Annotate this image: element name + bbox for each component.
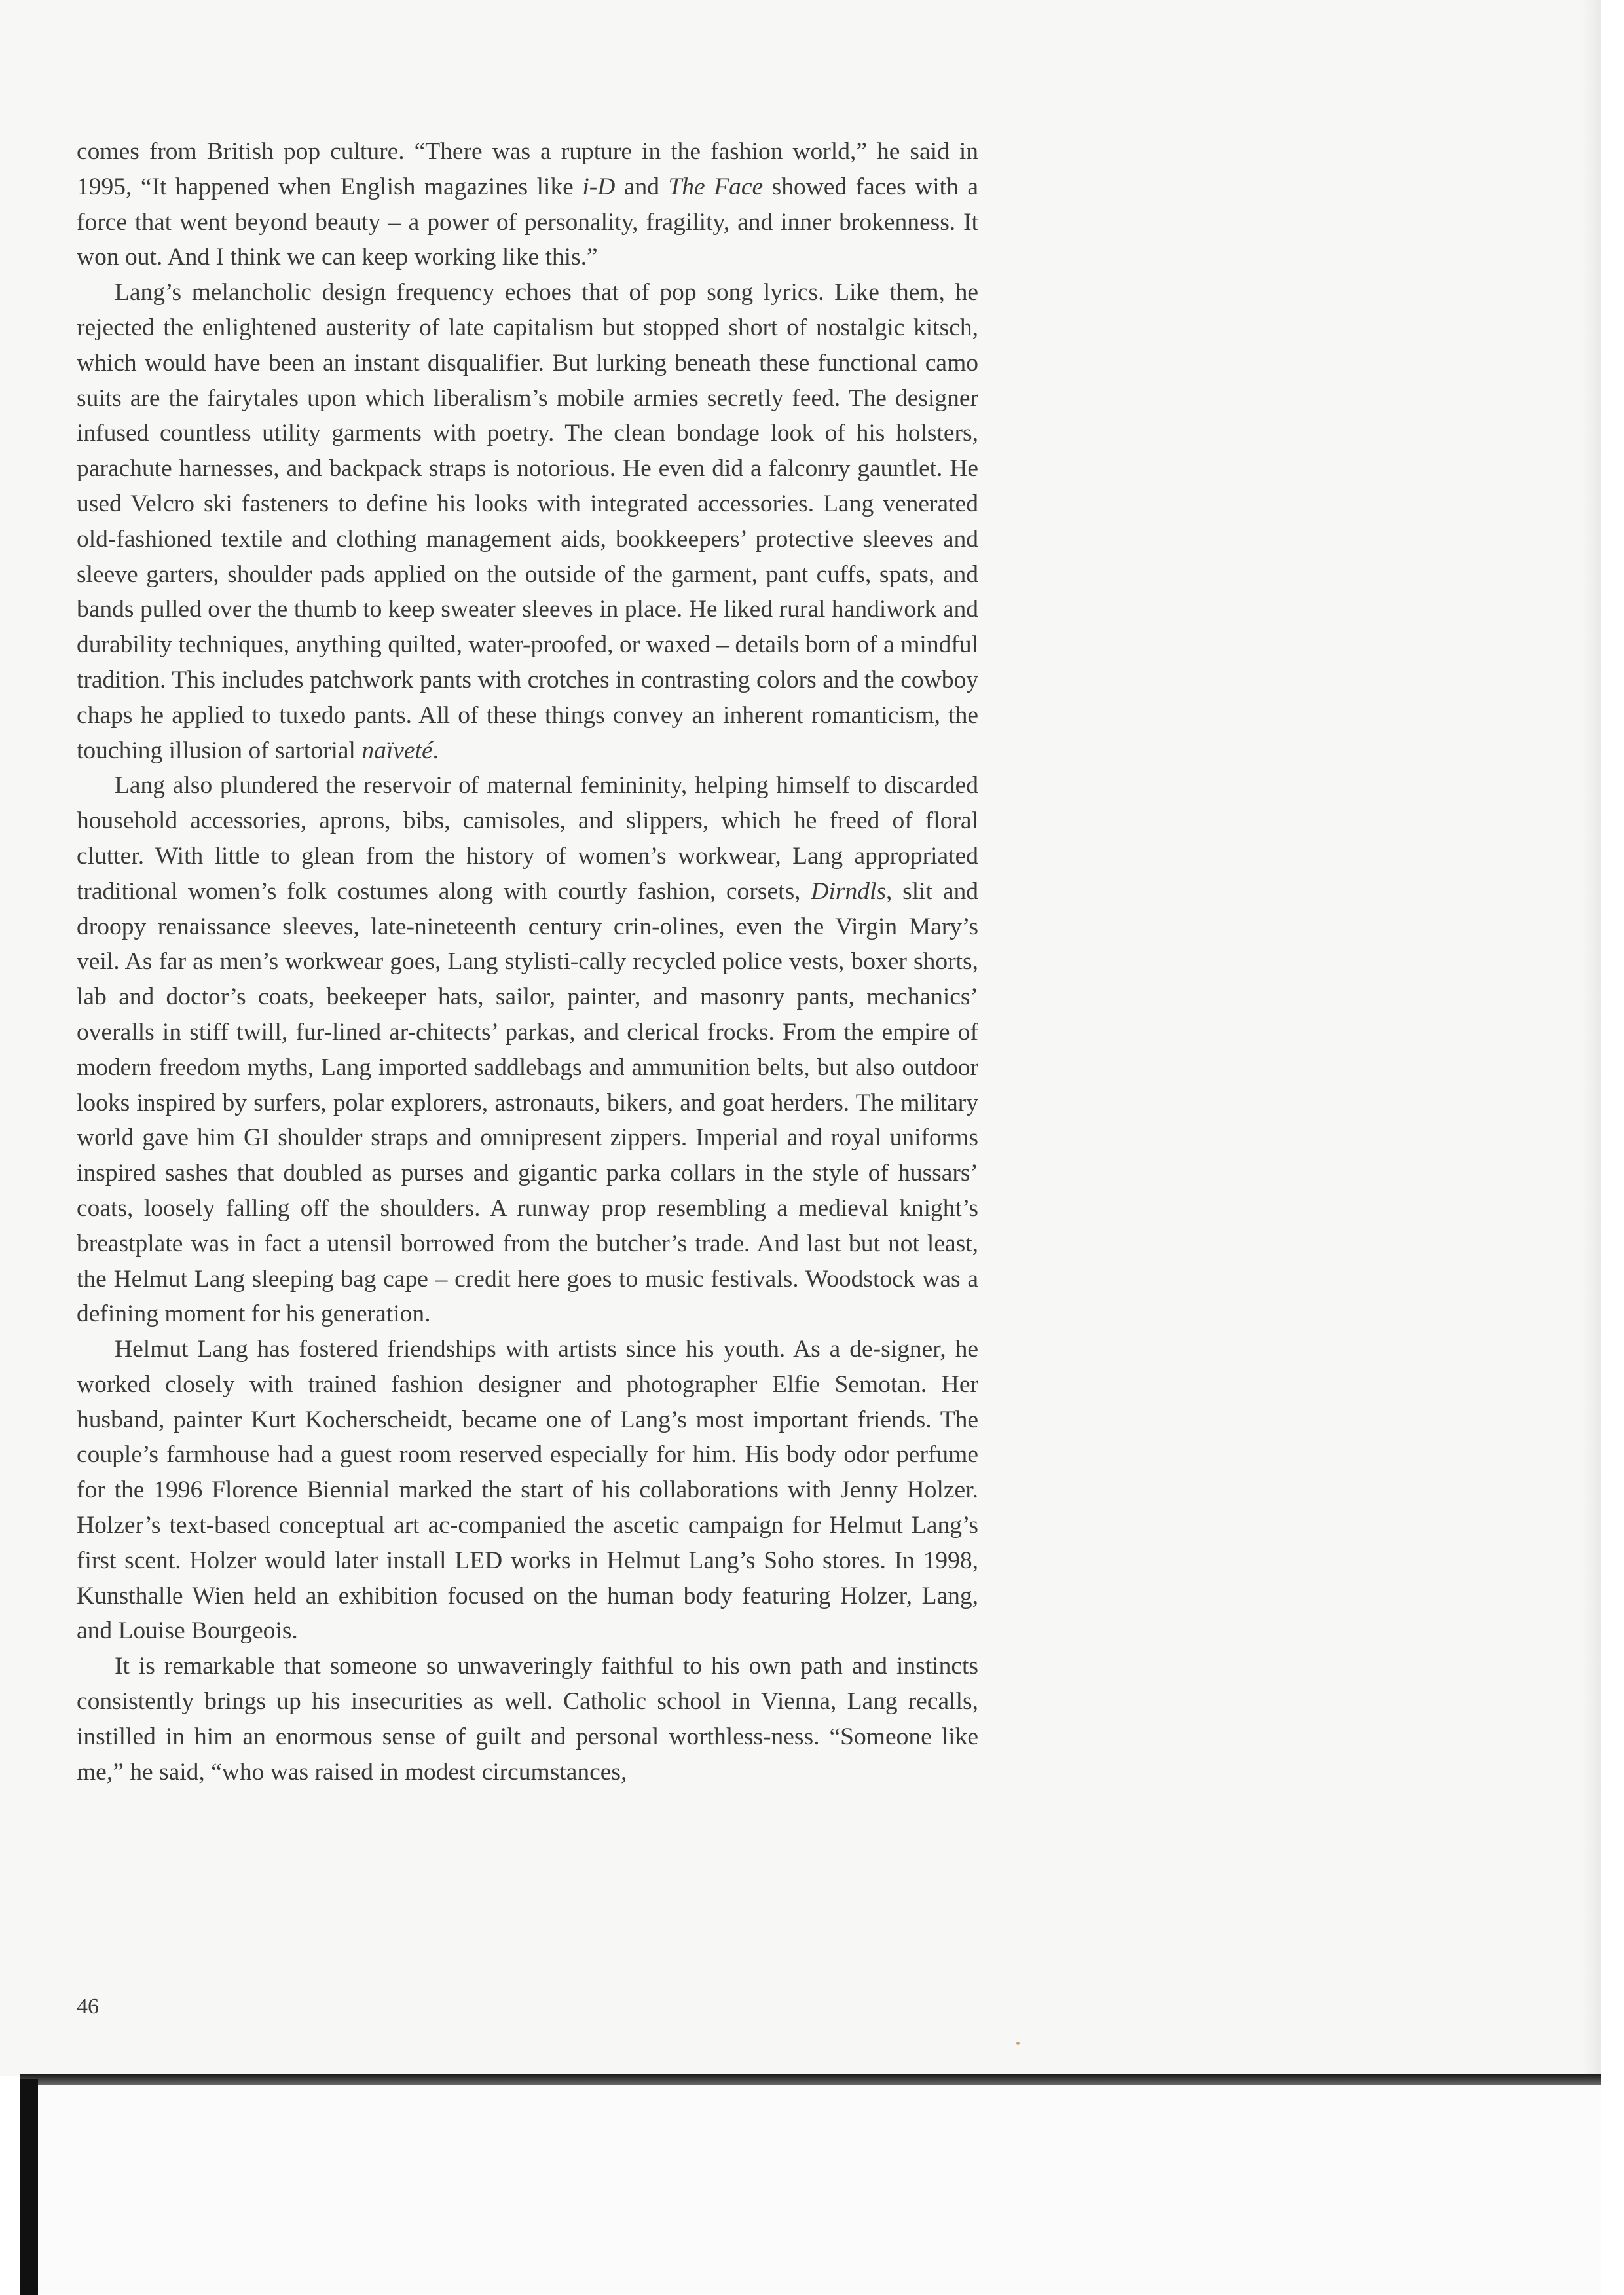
paragraph-2-segment-3: .	[432, 737, 439, 764]
body-text	[77, 134, 978, 1790]
paragraph-2-segment-1: Lang’s melancholic design frequency echoes that of pop song lyrics. Like them, he rejected the enlightened austerity of late capitalism but stopped short of nostalgic kitsch, which would have been an instant disqualifier. But lurking beneath these functional camo suits are the fairytales upon which liberalism’s mobile armies secretly feed. The designer infused countless utility garments with poetry. The clean bondage look of his holsters, parachute harnesses, and backpack straps is notorious. He even did a falconry gauntlet. He used Velcro ski fasteners to define his looks with integrated accessories. Lang venerated old-fashioned textile and clothing management aids, bookkeepers’ protective sleeves and sleeve garters, shoulder pads applied on the outside of the garment, pant cuffs, spats, and bands pulled over the thumb to keep sweater sleeves in place. He liked rural handiwork and durability techniques, anything quilted, water-proofed, or waxed – details born of a mindful tradition. This includes patchwork pants with crotches in contrasting colors and the cowboy chaps he applied to tuxedo pants. All of these things convey an inherent romanticism, the touching illusion of sartorial	[77, 279, 978, 764]
dust-speck	[1016, 2042, 1020, 2045]
page-bottom-edge	[20, 2074, 1601, 2085]
paragraph-1-segment-2: i-D	[582, 173, 616, 200]
paragraph-1-segment-5: showed faces with a force that went beyond beauty – a power of personality, fragility, and inner brokenness. It won out. And I think we can keep working like this.”	[77, 173, 978, 271]
paragraph-1-segment-3: and	[615, 173, 669, 200]
paragraph-3-segment-3: , slit and droopy renaissance sleeves, late-nineteenth century crin-olines, even the Virgin Mary’s veil. As far as men’s workwear goes, Lang stylisti-cally recycled police vests, boxer shorts, lab and doctor’s coats, beekeeper hats, sailor, painter, and masonry pants, mechanics’ overalls in stiff twill, fur-lined ar-chitects’ parkas, and clerical frocks. From the empire of modern freedom myths, Lang imported saddlebags and ammunition belts, but also outdoor looks inspired by surfers, polar explorers, astronauts, bikers, and goat herders. The military world gave him GI shoulder straps and omnipresent zippers. Imperial and royal uniforms inspired sashes that doubled as purses and gigantic parka collars in the style of hussars’ coats, loosely falling off the shoulders. A runway prop resembling a medieval knight’s breastplate was in fact a utensil borrowed from the butcher’s trade. And last but not least, the Helmut Lang sleeping bag cape – credit here goes to music festivals. Woodstock was a defining moment for his generation.	[77, 877, 978, 1328]
paragraph-5	[77, 1649, 978, 1790]
paragraph-1-segment-4: The Face	[668, 173, 764, 200]
paragraph-1-segment-1: comes from British pop culture. “There was a rupture in the fashion world,” he said in 1995, “It happened when English magazines like	[77, 138, 978, 200]
paragraph-4-segment-1: Helmut Lang has fostered friendships with artists since his youth. As a de-signer, he worked closely with trained fashion designer and photographer Elfie Semotan. Her husband, painter Kurt Kocherscheidt, became one of Lang’s most important friends. The couple’s farmhouse had a guest room reserved especially for him. His body odor perfume for the 1996 Florence Biennial marked the start of his collaborations with Jenny Holzer. Holzer’s text-based conceptual art ac-companied the ascetic campaign for Helmut Lang’s first scent. Holzer would later install LED works in Helmut Lang’s Soho stores. In 1998, Kunsthalle Wien held an exhibition focused on the human body featuring Holzer, Lang, and Louise Bourgeois.	[77, 1336, 978, 1645]
paragraph-3-segment-2: Dirndls	[811, 877, 886, 905]
paragraph-3-segment-1: Lang also plundered the reservoir of maternal femininity, helping himself to discarded household accessories, aprons, bibs, camisoles, and slippers, which he freed of floral clutter. With little to glean from the history of women’s workwear, Lang appropriated traditional women’s folk costumes along with courtly fashion, corsets,	[77, 772, 978, 905]
paragraph-3	[77, 768, 978, 1332]
paragraph-4	[77, 1332, 978, 1649]
paragraph-2-segment-2: naïveté	[361, 737, 433, 764]
underlying-sheet	[20, 2085, 1601, 2294]
page-gutter-shadow	[1581, 0, 1601, 2076]
page-number: 46	[77, 1994, 99, 2019]
scan-edge-bar	[20, 2079, 38, 2295]
paragraph-1	[77, 134, 978, 275]
paragraph-5-segment-1: It is remarkable that someone so unwaveringly faithful to his own path and instincts consistently brings up his insecurities as well. Catholic school in Vienna, Lang recalls, instilled in him an enormous sense of guilt and personal worthless-ness. “Someone like me,” he said, “who was raised in modest circumstances,	[77, 1653, 978, 1786]
paragraph-2	[77, 275, 978, 768]
